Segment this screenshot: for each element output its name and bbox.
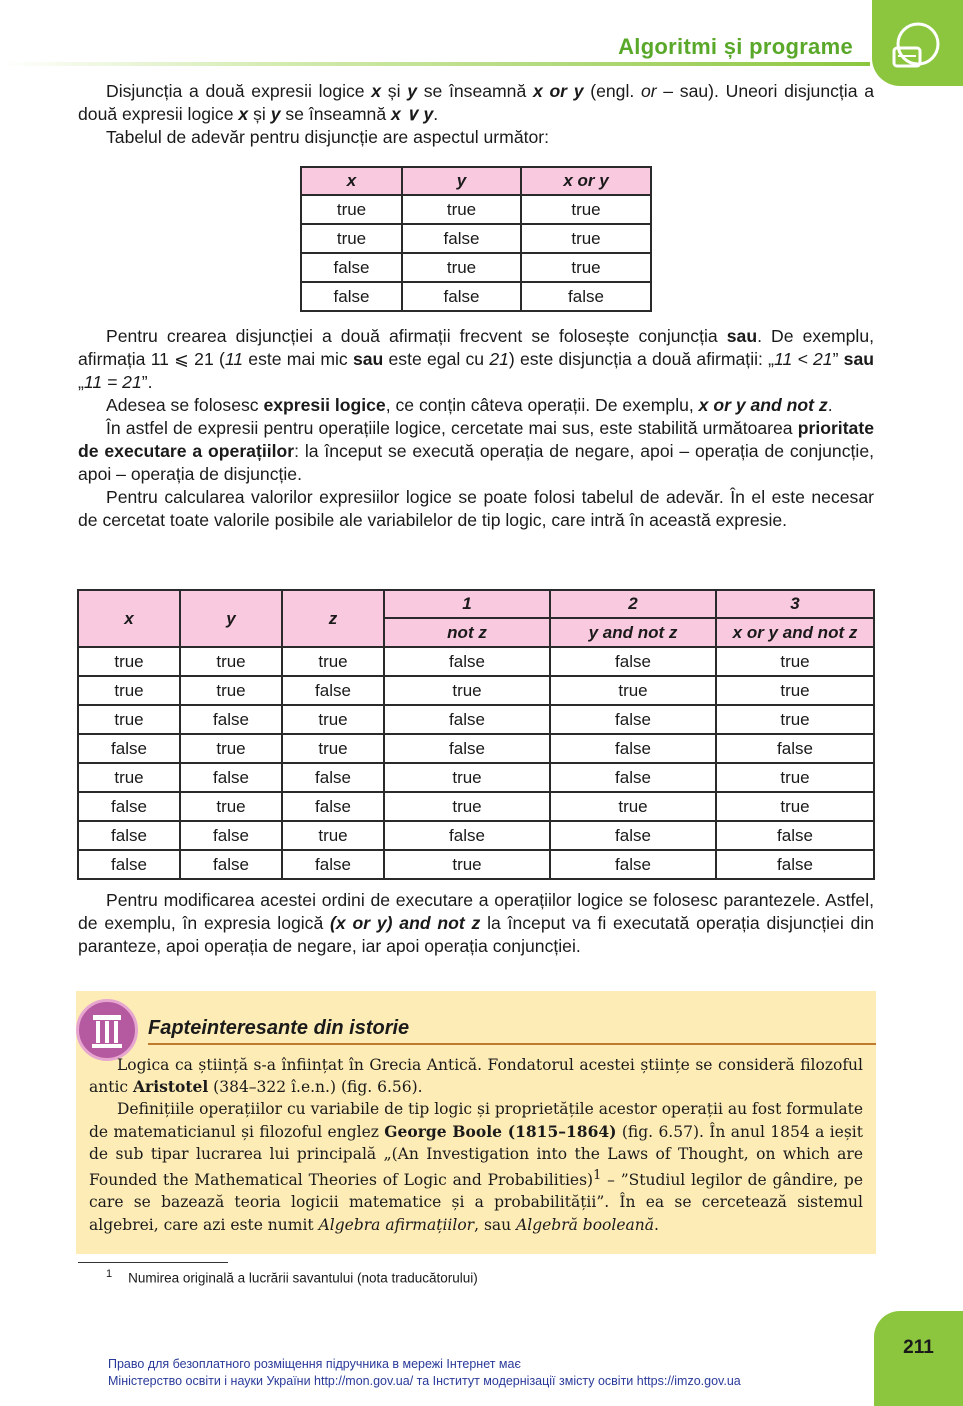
bottom-note <box>108 1356 741 1390</box>
after-section <box>78 889 874 958</box>
bottom-note-line-1: Право для безоплатного розміщення підручника в мережі Інтернет має <box>108 1357 521 1371</box>
after-paragraph-1: Pentru modificarea acestei ordini de executare a operațiilor logice se folosesc parantezele. Astfel, de exemplu, în expresia logică (x or y) and not z la început va fi executată operația disjuncției din paranteze, apoi operația de negare, iar apoi operația conjuncției. <box>78 890 875 956</box>
disjunction-truth-table <box>300 166 652 312</box>
table-row: true true true false false true <box>78 647 874 676</box>
table-row: true false true false false true <box>78 705 874 734</box>
table-row: false false false true false false <box>78 850 874 879</box>
table-row: false false false <box>301 282 651 311</box>
intro-paragraph-1: Disjuncția a două expresii logice x și y se înseamnă x or y (engl. or – sau). Uneori disjuncția a două expresii logice x și y se înseamnă x ∨ y. <box>78 81 874 124</box>
table-header-full-expression: x or y and not z <box>716 618 874 647</box>
page-number: 211 <box>903 1337 934 1358</box>
facts-paragraph-2: Definițiile operațiilor cu variabile de tip logic și proprietățile acestor operații au fost formulate de matematicianul și filozoful englez George Boole (1815–1864) (fig. 6.57). În anul 1854 a ieșit de sub tipar lucrarea lui principală „(An Investigation into the Laws of Thought, on which are Founded the Mathematical Theories of Logic and Probabilities)$^1$ – ”Studiul legilor de gândire, pe care se bazează teoria logicii matematice și a probabilității”. În ea se cercetează sistemul algebrei, care azi este numit Algebra afirmațiilor, sau Algebră booleană. <box>89 1100 863 1234</box>
header-tab <box>872 0 963 86</box>
middle-paragraph-2: Adesea se folosesc expresii logice, ce conțin câteva operații. De exemplu, x or y and not z. <box>106 395 833 415</box>
chapter-title: Algoritmi și programe <box>618 34 853 59</box>
middle-paragraph-1: Pentru crearea disjuncției a două afirmații frecvent se folosește conjuncția sau. De exemplu, afirmația 11 ⩽ 21 (11 este mai mic sau este egal cu 21) este disjuncția a două afirmații: „11 < 21” sau „11 = 21”. <box>78 326 874 392</box>
column-icon <box>76 999 138 1061</box>
facts-title-rule <box>148 1043 876 1045</box>
table-header-y: y <box>180 590 282 647</box>
table-row: true false true <box>301 224 651 253</box>
table-row: false true false true true true <box>78 792 874 821</box>
table-row: false true true <box>301 253 651 282</box>
facts-paragraph-1: Logica ca știință s-a înființat în Grecia Antică. Fondatorul acestei științe se consideră filozoful antic Aristotel (384–322 î.e.n.) (fig. 6.56). <box>89 1056 863 1097</box>
table-header-y-and-not-z: y and not z <box>550 618 716 647</box>
table-header-x: x <box>301 167 402 195</box>
table-header-step-3: 3 <box>716 590 874 618</box>
table-header-y: y <box>402 167 521 195</box>
table-header-z: z <box>282 590 384 647</box>
book-computer-icon <box>886 20 946 70</box>
table-header-x: x <box>78 590 180 647</box>
intro-paragraph-2: Tabelul de adevăr pentru disjuncție are aspectul următor: <box>106 127 550 147</box>
middle-paragraph-4: Pentru calcularea valorilor expresiilor logice se poate folosi tabelul de adevăr. În el este necesar de cercetat toate valorile posibile ale variabilelor de tip logic, care intră în această expresie. <box>78 487 874 530</box>
page-tab <box>874 1311 963 1406</box>
footnote-mark: 1 <box>106 1268 113 1280</box>
header-rule <box>0 62 870 66</box>
table-header-not-z: not z <box>384 618 550 647</box>
footnote-text: Numirea originală a lucrării savantului (nota traducătorului) <box>128 1270 478 1286</box>
table-header-step-1: 1 <box>384 590 550 618</box>
facts-title: Fapteinteresante din istorie <box>148 1017 410 1039</box>
table-row: true true true <box>301 195 651 224</box>
expression-truth-table <box>77 589 875 880</box>
table-row: true false false true false true <box>78 763 874 792</box>
table-row: false false true false false false <box>78 821 874 850</box>
table-row: true true false true true true <box>78 676 874 705</box>
bottom-note-line-2: Міністерство освіти і науки України http://mon.gov.ua/ та Інститут модернізації змісту освіти https://imzo.gov.ua <box>108 1374 741 1388</box>
middle-section <box>78 325 874 532</box>
table-row: false true true false false false <box>78 734 874 763</box>
facts-box <box>76 991 876 1254</box>
intro-section <box>78 80 874 149</box>
table-header-x-or-y: x or y <box>521 167 651 195</box>
facts-text <box>89 1054 863 1236</box>
middle-paragraph-3: În astfel de expresii pentru operațiile logice, cercetate mai sus, este stabilită următoarea prioritate de executare a operațiilor: la început se execută operația de negare, apoi – operația de conjuncție, apoi – operația de disjuncție. <box>78 418 874 484</box>
table-header-step-2: 2 <box>550 590 716 618</box>
footnote <box>106 1268 478 1286</box>
footnote-rule <box>78 1262 228 1263</box>
